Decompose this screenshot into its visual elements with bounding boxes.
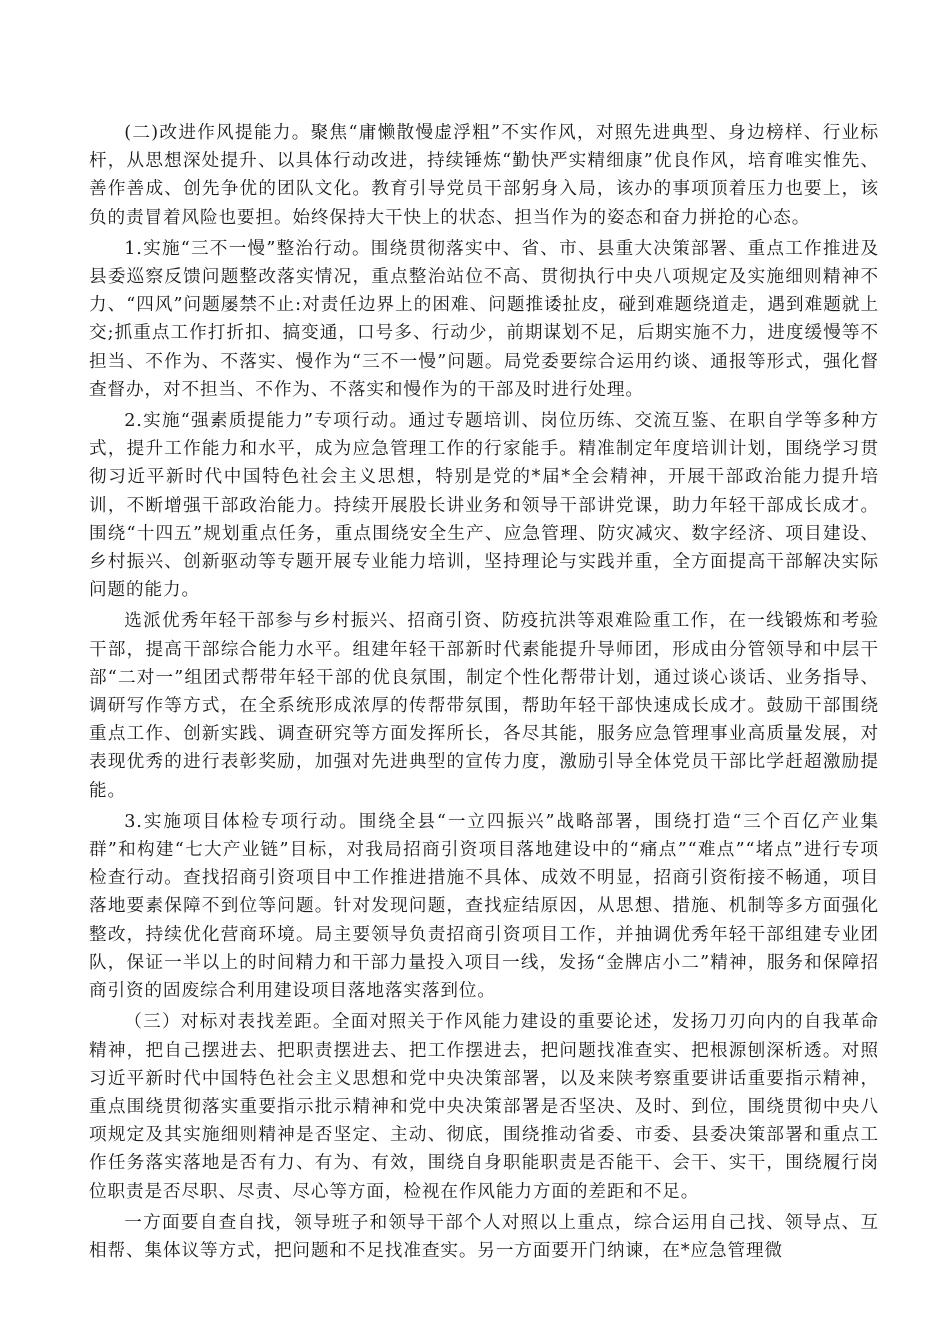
- paragraph-improve-work-style: (二)改进作风提能力。聚焦“庸懒散慢虚浮粗”不实作风，对照先进典型、身边榜样、行业标杆，从思想深处提升、以具体行动改进，持续锤炼“勤快严实精细康”优良作风，培育唯实惟先、善作善成、创先争优的团队文化。教育引导党员干部躬身入局，该办的事项顶着压力也要上，该负的责冒着风险也要担。始终保持大干快上的状态、担当作为的姿态和奋力拼抢的心态。: [89, 123, 879, 228]
- paragraph-benchmark-gaps: （三）对标对表找差距。全面对照关于作风能力建设的重要论述，发扬刀刃向内的自我革命精神，把自己摆进去、把职责摆进去、把工作摆进去，把问题找准查实、把根源刨深析透。对照习近平新时代中国特色社会主义思想和党中央决策部署，以及来陕考察重要讲话重要指示精神，重点围绕贯彻落实重要指示批示精神和党中央决策部署是否坚决、及时、到位，围绕贯彻中央八项规定及其实施细则精神是否坚定、主动、彻底，围绕推动省委、市委、县委决策部署和重点工作任务落实落地是否有力、有为、有效，围绕自身职能职责是否能干、会干、实干，围绕履行岗位职责是否尽职、尽责、尽心等方面，检视在作风能力方面的差距和不足。: [89, 1012, 879, 1202]
- paragraph-project-inspection: 3.实施项目体检专项行动。围绕全县“一立四振兴”战略部署，围绕打造“三个百亿产业集群”和构建“七大产业链”目标，对我局招商引资项目落地建设中的“痛点”“难点”“堵点”进行专项检查行动。查找招商引资项目中工作推进措施不具体、成效不明显，招商引资衔接不畅通，项目落地要素保障不到位等问题。针对发现问题，查找症结原因，从思想、措施、机制等多方面强化整改，持续优化营商环境。局主要领导负责招商引资项目工作，并抽调优秀年轻干部组建专业团队，保证一半以上的时间精力和干部力量投入项目一线，发扬“金牌店小二”精神，服务和保障招商引资的固废综合利用建设项目落地落实落到位。: [89, 811, 879, 1002]
- document-body: [89, 119, 879, 1265]
- paragraph-rectification-action: 1.实施“三不一慢”整治行动。围绕贯彻落实中、省、市、县重大决策部署、重点工作推进及县委巡察反馈问题整改落实情况，重点整治站位不高、贯彻执行中央八项规定及实施细则精神不力、“四风”问题屡禁不止:对责任边界上的困难、问题推诿扯皮，碰到难题绕道走，遇到难题就上交;抓重点工作打折扣、搞变通，口号多、行动少，前期谋划不足，后期实施不力，进度缓慢等不担当、不作为、不落实、慢作为“三不一慢”问题。局党委要综合运用约谈、通报等形式，强化督查督办，对不担当、不作为、不落实和慢作为的干部及时进行处理。: [89, 238, 879, 400]
- paragraph-young-cadres: 选派优秀年轻干部参与乡村振兴、招商引资、防疫抗洪等艰难险重工作，在一线锻炼和考验干部，提高干部综合能力水平。组建年轻干部新时代素能提升导师团，形成由分管领导和中层干部“二对一”组团式帮带年轻干部的优良氛围，制定个性化帮带计划，通过谈心谈话、业务指导、调研写作等方式，在全系统形成浓厚的传帮带氛围，帮助年轻干部快速成长成才。鼓励干部围绕重点工作、创新实践、调查研究等方面发挥所长，各尽其能，服务应急管理事业高质量发展，对表现优秀的进行表彰奖励，加强对先进典型的宣传力度，激励引导全体党员干部比学赶超激励提能。: [89, 611, 879, 801]
- paragraph-self-check: 一方面要自查自找，领导班子和领导干部个人对照以上重点，综合运用自己找、领导点、互相帮、集体议等方式，把问题和不足找准查实。另一方面要开门纳谏，在*应急管理微: [89, 1212, 879, 1261]
- paragraph-quality-ability-action: 2.实施“强素质提能力”专项行动。通过专题培训、岗位历练、交流互鉴、在职自学等多种方式，提升工作能力和水平，成为应急管理工作的行家能手。精准制定年度培训计划，围绕学习贯彻习近平新时代中国特色社会主义思想，特别是党的*届*全会精神，开展干部政治能力提升培训，不断增强干部政治能力。持续开展股长讲业务和领导干部讲党课，助力年轻干部成长成才。围绕“十四五”规划重点任务，重点围绕安全生产、应急管理、防灾减灾、数字经济、项目建设、乡村振兴、创新驱动等专题开展专业能力培训，坚持理论与实践并重，全方面提高干部解决实际问题的能力。: [89, 411, 879, 601]
